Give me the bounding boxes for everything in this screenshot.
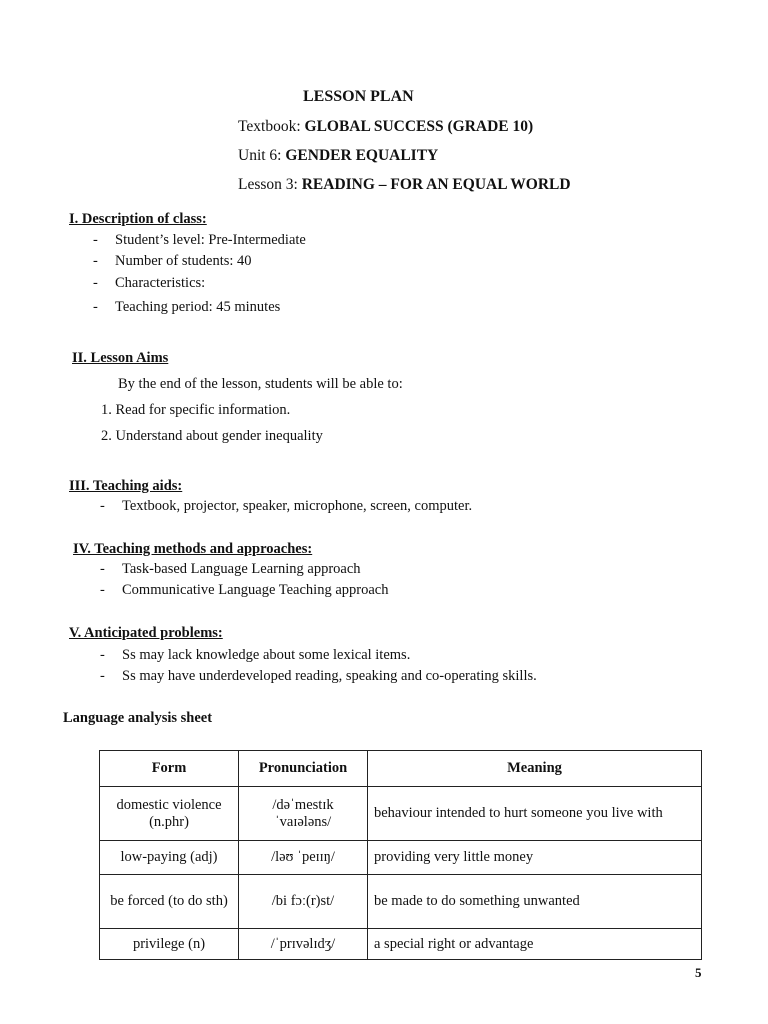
lesson-line [238, 176, 571, 194]
cell-form: be forced (to do sth) [100, 875, 239, 929]
list-item: - Textbook, projector, speaker, microphone, screen, computer. [100, 498, 473, 514]
lesson-value: READING – FOR AN EQUAL WORLD [301, 176, 571, 193]
aims-intro: By the end of the lesson, students will be able to: [118, 376, 403, 392]
section-heading-aims: II. Lesson Aims [72, 350, 169, 366]
cell-pronunciation: /ˈprɪvəlɪdʒ/ [239, 929, 368, 960]
column-header-form: Form [100, 751, 239, 787]
cell-pronunciation: /dəˈmestɪk ˈvaɪələns/ [239, 787, 368, 841]
page-number: 5 [695, 965, 702, 980]
list-item: - Student’s level: Pre-Intermediate [93, 232, 306, 248]
list-item: - Teaching period: 45 minutes [93, 299, 281, 315]
unit-line [238, 147, 438, 165]
cell-form: domestic violence (n.phr) [100, 787, 239, 841]
table-header-row [100, 751, 702, 787]
unit-value: GENDER EQUALITY [285, 147, 439, 164]
cell-meaning: a special right or advantage [368, 929, 702, 960]
cell-meaning: be made to do something unwanted [368, 875, 702, 929]
table-row [100, 875, 702, 929]
list-item: - Ss may lack knowledge about some lexical items. [100, 647, 411, 663]
page-title: LESSON PLAN [303, 88, 414, 105]
lesson-label: Lesson 3: [238, 176, 298, 193]
table-row [100, 929, 702, 960]
textbook-label: Textbook: [238, 118, 301, 135]
section-heading-methods: IV. Teaching methods and approaches: [73, 541, 313, 557]
section-heading-problems: V. Anticipated problems: [69, 625, 223, 641]
cell-meaning: providing very little money [368, 841, 702, 875]
list-item: - Number of students: 40 [93, 253, 252, 269]
cell-pronunciation: /ləʊ ˈpeɪɪŋ/ [239, 841, 368, 875]
list-item: - Characteristics: [93, 275, 206, 291]
textbook-value: GLOBAL SUCCESS (GRADE 10) [304, 118, 534, 135]
textbook-line [238, 118, 533, 136]
cell-form: low-paying (adj) [100, 841, 239, 875]
table-row [100, 787, 702, 841]
cell-pronunciation: /bi fɔː(r)st/ [239, 875, 368, 929]
list-item: 2. Understand about gender inequality [101, 428, 323, 444]
section-heading-description: I. Description of class: [69, 211, 207, 227]
language-analysis-table [99, 750, 702, 960]
list-item: - Communicative Language Teaching approach [100, 582, 389, 598]
list-item: - Task-based Language Learning approach [100, 561, 361, 577]
list-item: - Ss may have underdeveloped reading, speaking and co-operating skills. [100, 668, 537, 684]
cell-meaning: behaviour intended to hurt someone you live with [368, 787, 702, 841]
cell-form: privilege (n) [100, 929, 239, 960]
table-row [100, 841, 702, 875]
language-sheet-heading: Language analysis sheet [63, 710, 213, 726]
column-header-meaning: Meaning [368, 751, 702, 787]
list-item: 1. Read for specific information. [101, 402, 291, 418]
section-heading-aids: III. Teaching aids: [69, 478, 183, 494]
unit-label: Unit 6: [238, 147, 282, 164]
column-header-pronunciation: Pronunciation [239, 751, 368, 787]
